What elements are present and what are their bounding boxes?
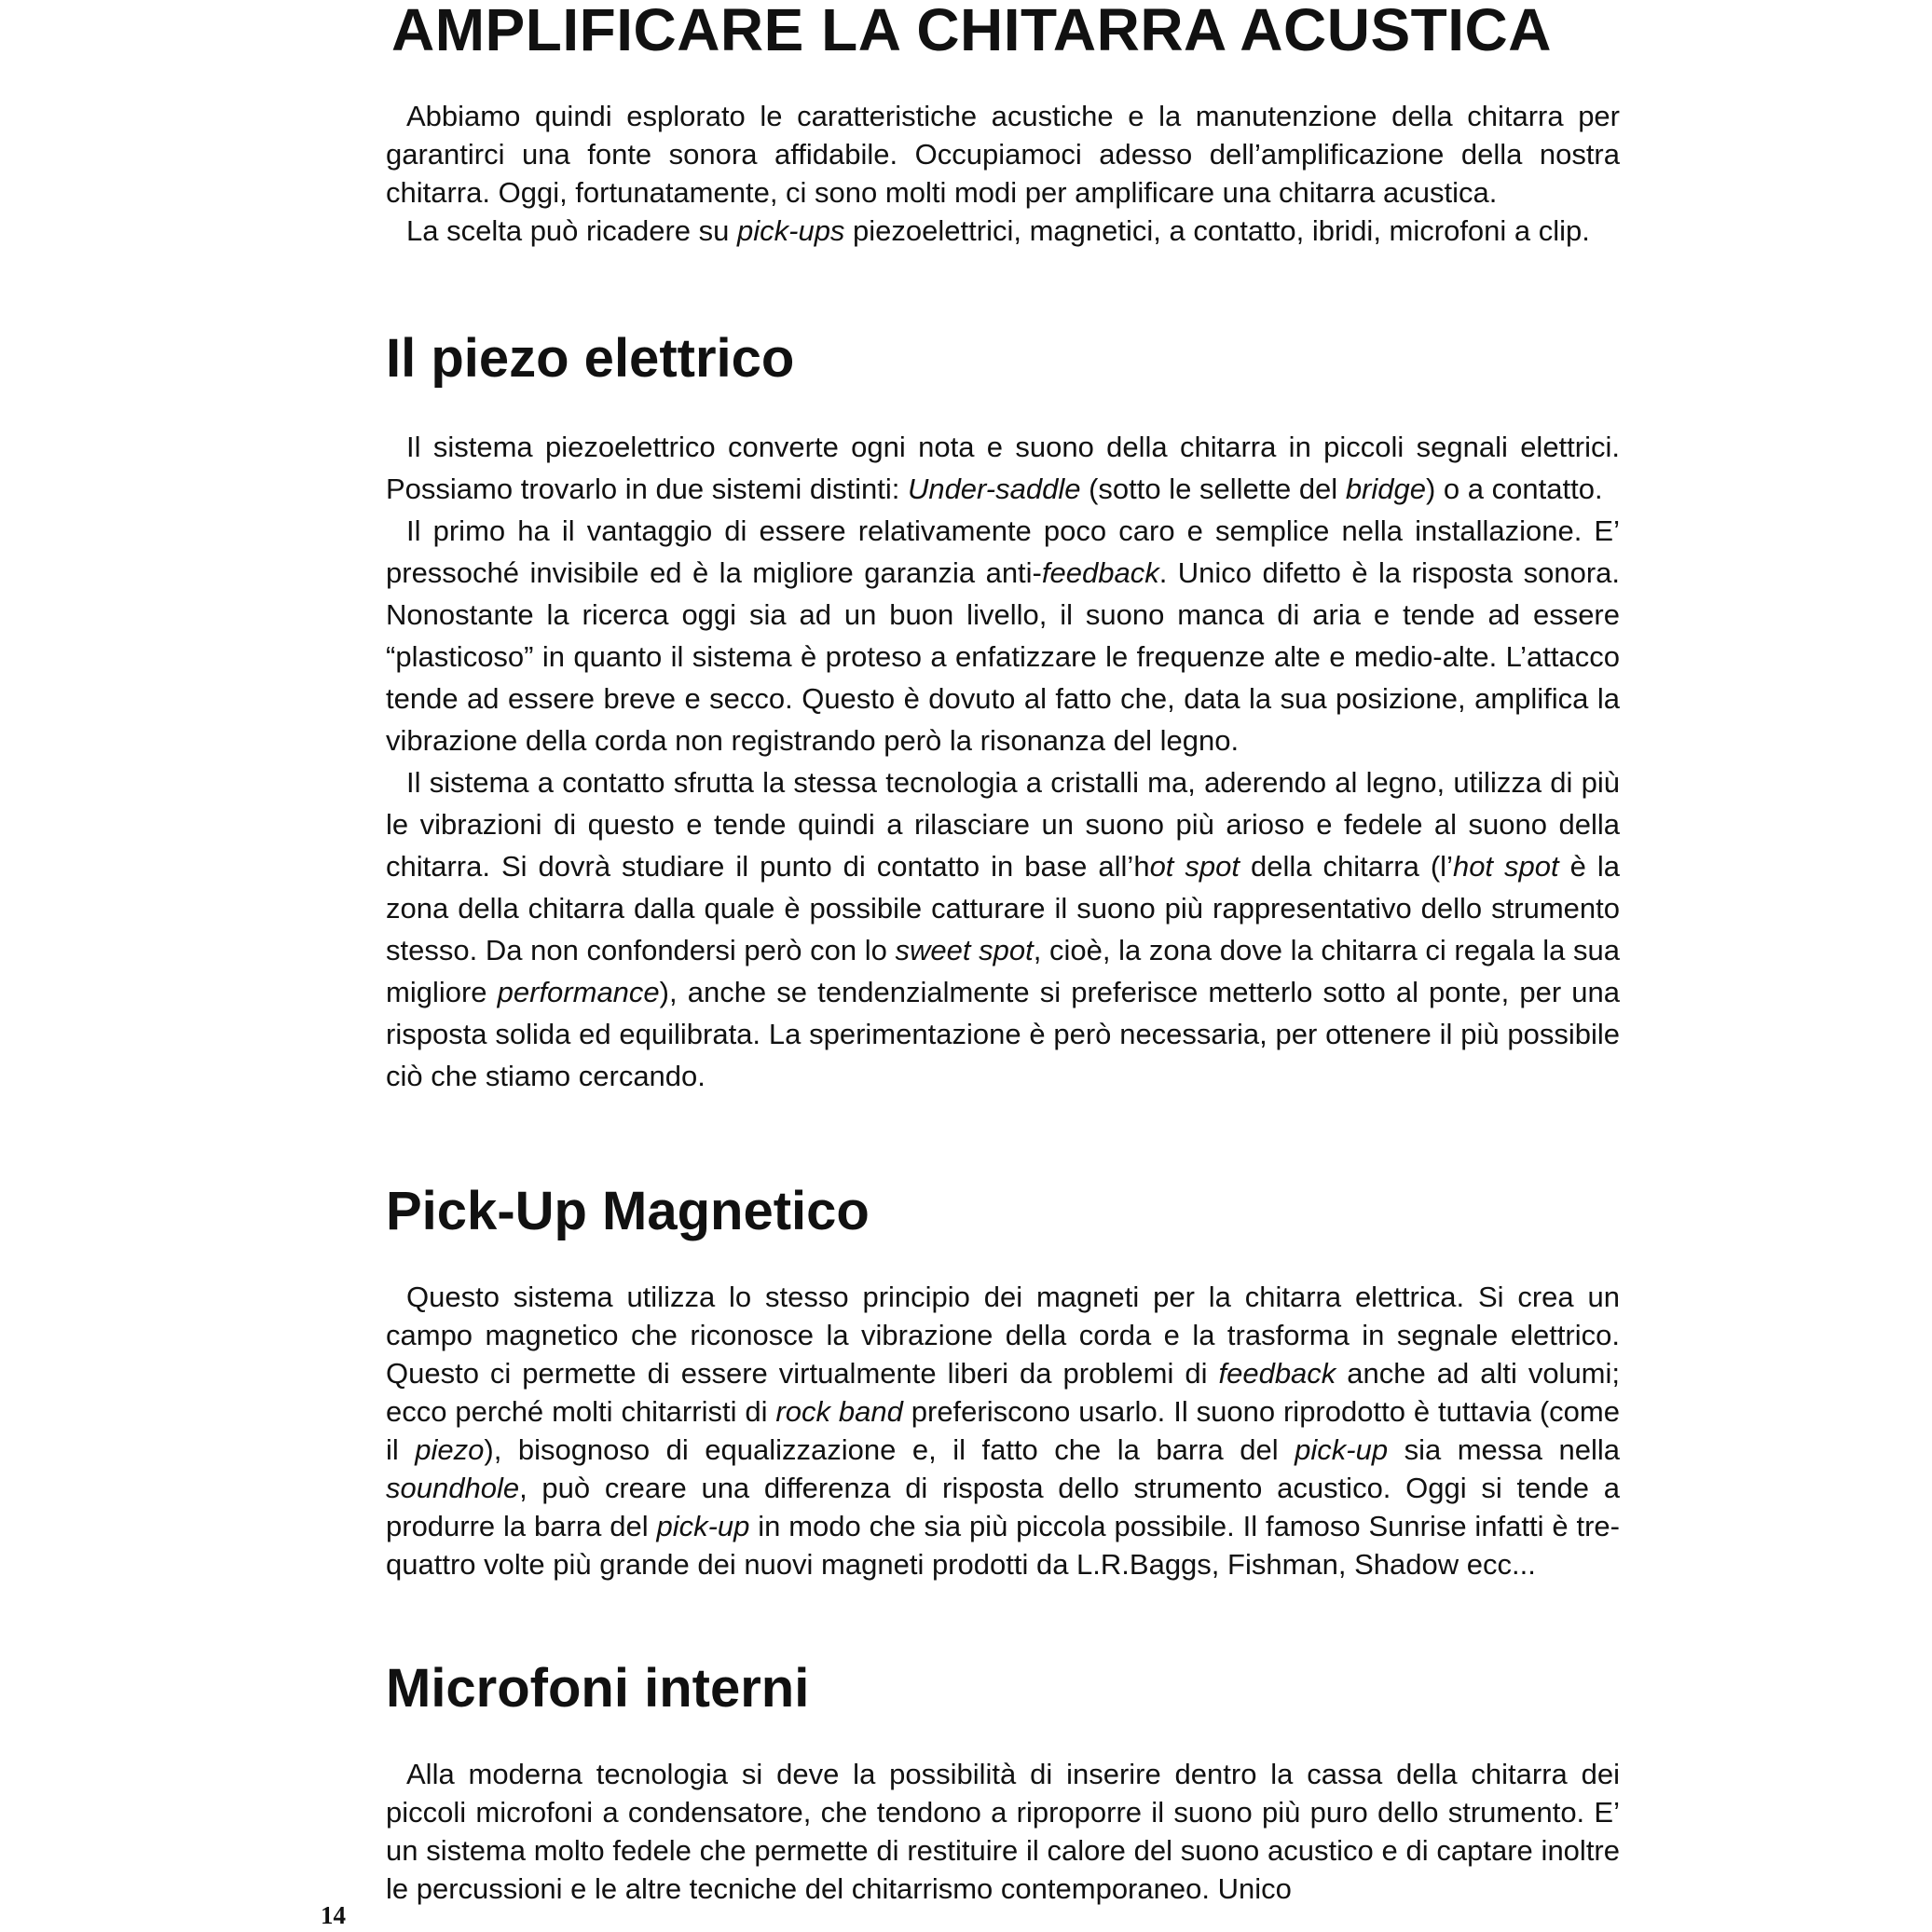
text-run: Questo sistema utilizza lo stesso principio dei magneti per la chitarra elettrica. Si crea un campo magnetico che riconosce la vibrazione della corda e la trasforma in segnale elettrico. Questo ci permette di essere virtualmente liberi da problemi di <box>386 1281 1620 1390</box>
italic-term: bridge <box>1345 473 1426 505</box>
piezo-paragraph-2 <box>386 510 1620 761</box>
italic-term: sweet spot <box>895 934 1034 966</box>
italic-term: feedback <box>1041 556 1159 589</box>
italic-term: rock band <box>775 1395 903 1428</box>
piezo-paragraph-3 <box>386 761 1620 1097</box>
text-run: . Unico difetto è la risposta sonora. Nonostante la ricerca oggi sia ad un buon livello, il suono manca di aria e tende ad essere “plasticoso” in quanto il sistema è proteso a enfatizzare le frequenze alte e medio-alte. L’attacco tende ad essere breve e secco. Questo è dovuto al fatto che, data la sua posizione, amplifica la vibrazione della corda non registrando però la risonanza del legno. <box>386 556 1621 757</box>
piezo-paragraph-1 <box>386 426 1620 510</box>
italic-term: performance <box>497 976 660 1008</box>
intro-paragraph-2 <box>386 212 1620 250</box>
text-run: della chitarra (l’ <box>1240 850 1453 883</box>
italic-term: pick-up <box>1295 1433 1389 1466</box>
page-number: 14 <box>321 1901 346 1929</box>
text-run: ), bisognoso di equalizzazione e, il fatto che la barra del <box>484 1433 1295 1466</box>
text-run: Il sistema piezoelettrico converte ogni nota e suono della chitarra in piccoli segnali elettrici. Possiamo trovarlo in due sistemi distinti: <box>386 431 1620 505</box>
magnetic-section <box>386 1278 1620 1583</box>
heading-microphones: Microfoni interni <box>386 1658 810 1719</box>
heading-magnetic: Pick-Up Magnetico <box>386 1181 870 1241</box>
text-run: , cioè, la zona dove la chitarra ci regala la sua migliore <box>386 934 1620 1008</box>
text-run: (sotto le sellette del <box>1080 473 1346 505</box>
magnetic-paragraph-1 <box>386 1278 1620 1583</box>
italic-term: pick-up <box>656 1510 750 1542</box>
piezo-section <box>386 426 1620 1097</box>
text-run: è la zona della chitarra dalla quale è possibile catturare il suono più rappresentativo dello strumento stesso. Da non confondersi però con lo <box>386 850 1620 966</box>
italic-term: pick-ups <box>737 214 845 247</box>
italic-term: ot spot <box>1149 850 1240 883</box>
text-run: preferiscono usarlo. Il suono riprodotto è tuttavia (come il <box>386 1395 1620 1466</box>
italic-term: feedback <box>1218 1357 1336 1390</box>
text-run: Il sistema a contatto sfrutta la stessa tecnologia a cristalli ma, aderendo al legno, utilizza di più le vibrazioni di questo e tende quindi a rilasciare un suono più arioso e fedele al suono della chitarra. Si dovrà studiare il punto di contatto in base all’h <box>386 766 1620 883</box>
text-run: anche ad alti volumi; ecco perché molti chitarristi di <box>386 1357 1621 1428</box>
italic-term: soundhole <box>386 1472 520 1504</box>
text-run: in modo che sia più piccola possibile. Il famoso Sunrise infatti è tre-quattro volte più grande dei nuovi magneti prodotti da L.R.Baggs, Fishman, Shadow ecc... <box>386 1510 1620 1581</box>
italic-term: piezo <box>415 1433 485 1466</box>
text-run: La scelta può ricadere su <box>406 214 737 247</box>
text-run: ), anche se tendenzialmente si preferisce metterlo sotto al ponte, per una risposta solida ed equilibrata. La sperimentazione è però necessaria, per ottenere il più possibile ciò che stiamo cercando. <box>386 976 1620 1092</box>
text-run: piezoelettrici, magnetici, a contatto, ibridi, microfoni a clip. <box>844 214 1590 247</box>
italic-term: Under-saddle <box>907 473 1081 505</box>
page-title: AMPLIFICARE LA CHITARRA ACUSTICA <box>391 0 1552 63</box>
text-run: sia messa nella <box>1388 1433 1620 1466</box>
text-run: Il primo ha il vantaggio di essere relativamente poco caro e semplice nella installazione. E’ pressoché invisibile ed è la migliore garanzia anti- <box>386 514 1620 589</box>
text-run: ) o a contatto. <box>1426 473 1603 505</box>
microphones-section <box>386 1755 1620 1908</box>
heading-piezo: Il piezo elettrico <box>386 328 795 389</box>
italic-term: hot spot <box>1452 850 1559 883</box>
intro-section <box>386 97 1620 250</box>
text-run: , può creare una differenza di risposta dello strumento acustico. Oggi si tende a produrre la barra del <box>386 1472 1620 1542</box>
microphones-paragraph-1: Alla moderna tecnologia si deve la possibilità di inserire dentro la cassa della chitarra dei piccoli microfoni a condensatore, che tendono a riproporre il suono più puro dello strumento. E’ un sistema molto fedele che permette di restituire il calore del suono acustico e di captare inoltre le percussioni e le altre tecniche del chitarrismo contemporaneo. Unico <box>386 1758 1620 1905</box>
intro-paragraph-1: Abbiamo quindi esplorato le caratteristiche acustiche e la manutenzione della chitarra per garantirci una fonte sonora affidabile. Occupiamoci adesso dell’amplificazione della nostra chitarra. Oggi, fortunatamente, ci sono molti modi per amplificare una chitarra acustica. <box>386 100 1620 209</box>
